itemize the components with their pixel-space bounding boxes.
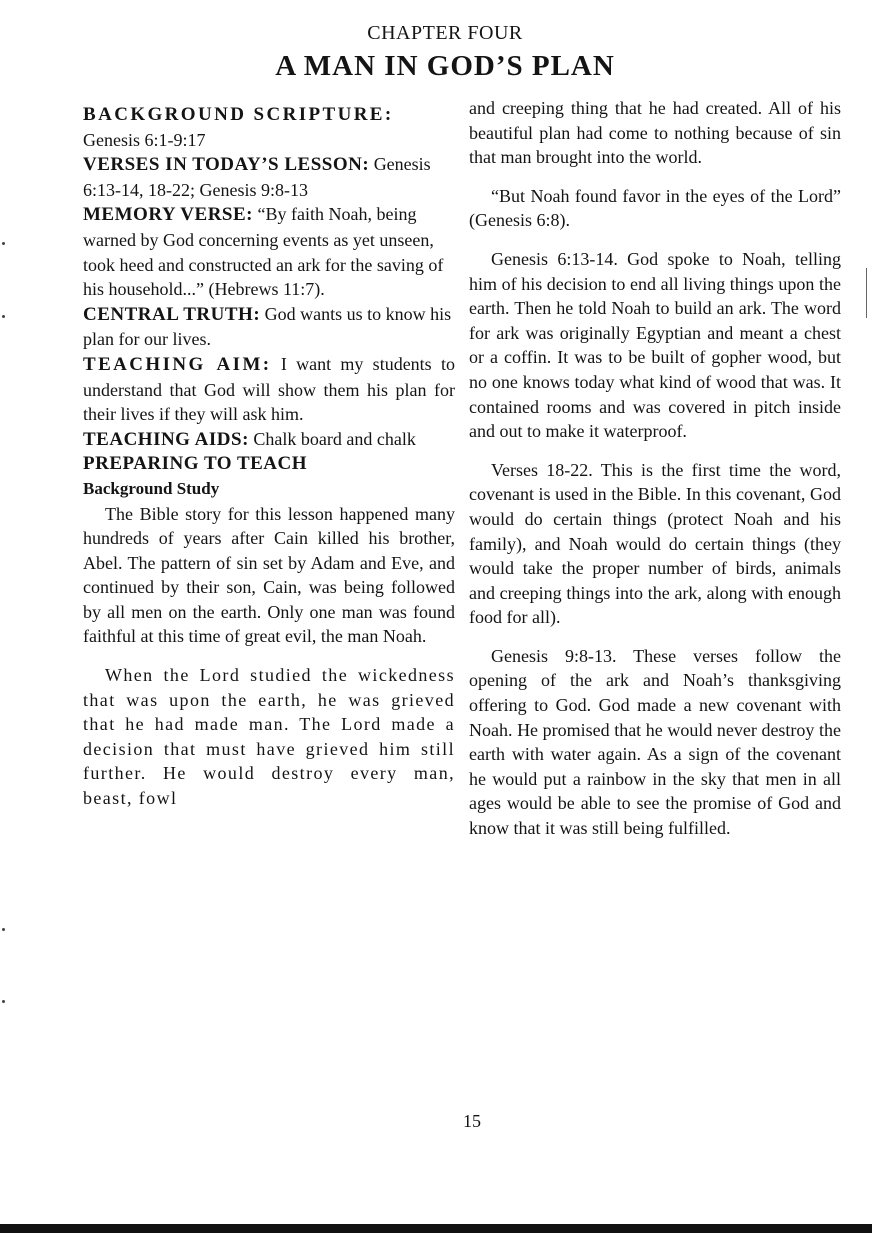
left-column xyxy=(83,102,455,811)
verses-in-lesson xyxy=(83,152,455,202)
body-paragraph: Genesis 9:8-13. These verses follow the opening of the ark and Noah’s thanksgiving offering to God. God made a new covenant with Noah. He promised that he would never destroy the earth with water again. As a sign of the covenant he would put a rainbow in the sky that men in all ages would be able to see the promise of God and know that it was still being fulfilled. xyxy=(469,645,841,839)
teaching-aim-text: I want my students to understand that God will show them his plan for their lives if they will ask him. xyxy=(83,353,455,425)
body-paragraph: When the Lord studied the wickedness that was upon the earth, he was grieved that he had made man. The Lord made a decision that must have grieved him still further. He would destroy every man, beast, fowl xyxy=(83,665,455,809)
central-truth-label: CENTRAL TRUTH: xyxy=(83,303,261,325)
central-truth xyxy=(83,302,455,352)
chapter-title: A MAN IN GOD’S PLAN xyxy=(275,50,615,82)
teaching-aim xyxy=(83,352,455,427)
body-paragraph: Verses 18-22. This is the first time the word, covenant is used in the Bible. In this covenant, God would do certain things (protect Noah and his family), and Noah would do certain things (they would take the proper number of birds, animals and creeping things into the ark, along with enough food for all). xyxy=(469,459,841,628)
margin-mark xyxy=(2,928,5,931)
background-scripture-text: Genesis 6:1-9:17 xyxy=(83,129,206,150)
page-number: 15 xyxy=(463,1111,481,1131)
verses-in-lesson-label: VERSES IN TODAY’S LESSON: xyxy=(83,154,370,176)
teaching-aim-label: TEACHING AIM: xyxy=(83,353,272,375)
margin-mark xyxy=(2,315,5,318)
body-paragraph: “But Noah found favor in the eyes of the Lord” (Genesis 6:8). xyxy=(469,185,841,231)
teaching-aids-label: TEACHING AIDS: xyxy=(83,428,249,450)
right-column xyxy=(469,96,841,855)
teaching-aids-text: Chalk board and chalk xyxy=(253,428,416,449)
background-scripture-label: BACKGROUND SCRIPTURE: xyxy=(83,104,394,125)
memory-verse xyxy=(83,202,455,301)
bottom-rule xyxy=(0,1224,872,1233)
chapter-label: CHAPTER FOUR xyxy=(367,22,523,44)
background-scripture xyxy=(83,102,455,152)
memory-verse-text: “By faith Noah, being warned by God concerning events as yet unseen, took heed and constructed an ark for the saving of his household...” (Hebrews 11:7). xyxy=(83,204,444,300)
verses-in-lesson-text: Genesis 6:13-14, 18-22; Genesis 9:8-13 xyxy=(83,154,431,200)
margin-mark xyxy=(2,1000,5,1003)
margin-mark xyxy=(2,242,5,245)
body-paragraph: and creeping thing that he had created. All of his beautiful plan had come to nothing because of sin that man brought into the world. xyxy=(469,98,841,168)
teaching-aids xyxy=(83,427,455,453)
background-study-heading: Background Study xyxy=(83,478,220,498)
body-paragraph: The Bible story for this lesson happened many hundreds of years after Cain killed his brother, Abel. The pattern of sin set by Adam and Eve, and continued by their son, Cain, was being followed by all men on the earth. Only one man was found faithful at this time of great evil, the man Noah. xyxy=(83,503,455,647)
body-paragraph: Genesis 6:13-14. God spoke to Noah, telling him of his decision to end all living things upon the earth. Then he told Noah to build an ark. The word for ark was originally Egyptian and meant a chest or a coffin. It was to be built of gopher wood, but no one knows today what kind of wood that was. It contained rooms and was covered in pitch inside and out to make it waterproof. xyxy=(469,248,841,442)
edge-rule xyxy=(866,268,867,318)
memory-verse-label: MEMORY VERSE: xyxy=(83,204,253,226)
central-truth-text: God wants us to know his plan for our lives. xyxy=(83,303,452,350)
preparing-heading: PREPARING TO TEACH xyxy=(83,453,308,475)
